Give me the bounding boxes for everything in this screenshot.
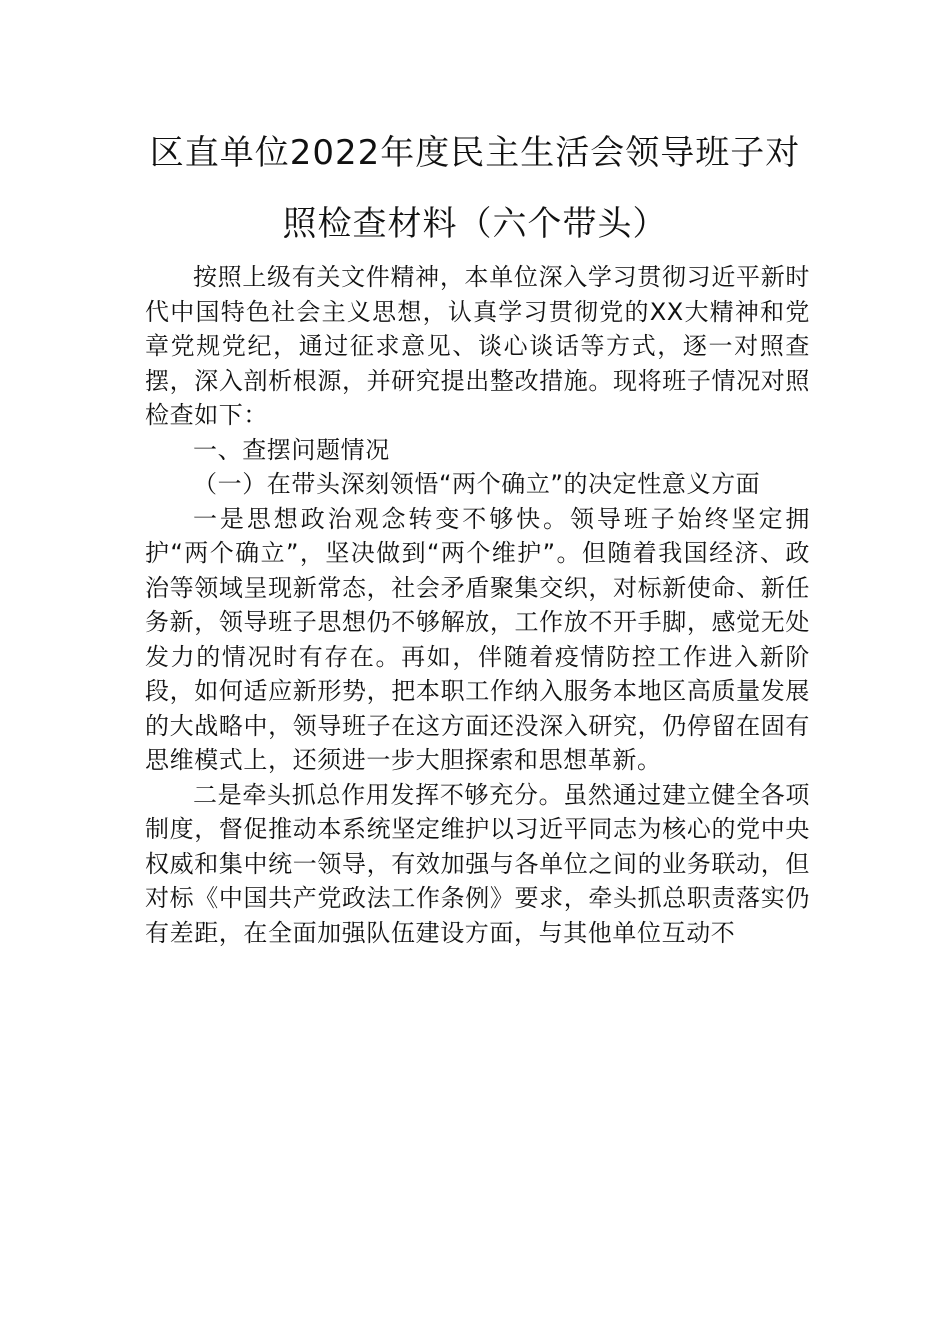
- subsection-heading: （一）在带头深刻领悟“两个确立”的决定性意义方面: [193, 470, 761, 498]
- document-title-line-2: 照检查材料（六个带头）: [282, 204, 668, 244]
- document-title-line-1: 区直单位2022年度民主生活会领导班子对: [149, 133, 801, 173]
- issue-paragraph-2: 二是牵头抓总作用发挥不够充分。虽然通过建立健全各项制度，督促推动本系统坚定维护以习近平同志为核心的党中央权威和集中统一领导，有效加强与各单位之间的业务联动，但对标《中国共产党政法工作条例》要求，牵头抓总职责落实仍有差距，在全面加强队伍建设方面，与其他单位互动不: [145, 780, 810, 947]
- section-heading: 一、查摆问题情况: [193, 435, 390, 464]
- issue-paragraph-1: 一是思想政治观念转变不够快。领导班子始终坚定拥护“两个确立”，坚决做到“两个维护”。但随着我国经济、政治等领域呈现新常态，社会矛盾聚集交织，对标新使命、新任务新，领导班子思想仍不够解放，工作放不开手脚，感觉无处发力的情况时有存在。再如，伴随着疫情防控工作进入新阶段，如何适应新形势，把本职工作纳入服务本地区高质量发展的大战略中，领导班子在这方面还没深入研究，仍停留在固有思维模式上，还须进一步大胆探索和思想革新。: [145, 504, 810, 774]
- intro-paragraph: 按照上级有关文件精神，本单位深入学习贯彻习近平新时代中国特色社会主义思想，认真学习贯彻党的XX大精神和党章党规党纪，通过征求意见、谈心谈话等方式，逐一对照查摆，深入剖析根源，并研究提出整改措施。现将班子情况对照检查如下：: [145, 263, 810, 429]
- document-body: [145, 260, 810, 950]
